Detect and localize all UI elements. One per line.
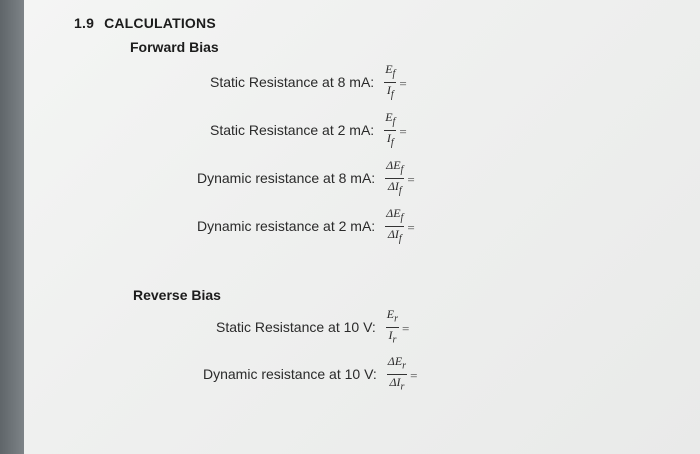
equals-sign: =: [399, 124, 407, 139]
fraction: [386, 308, 399, 346]
equals-sign: =: [399, 76, 407, 91]
equals-sign: =: [407, 220, 415, 235]
page-shadow-edge: [0, 0, 24, 454]
fraction: [385, 159, 404, 197]
formula-label: Dynamic resistance at 8 mA:: [197, 170, 376, 186]
section-number: 1.9: [74, 15, 95, 31]
formula-row: [203, 354, 417, 394]
formula-label: Dynamic resistance at 10 V:: [203, 366, 377, 382]
equals-sign: =: [410, 368, 418, 383]
formula-row: [216, 307, 409, 347]
fraction: [384, 63, 396, 101]
fraction-denominator: $I_f$: [386, 130, 394, 148]
fraction-denominator: $I_f$: [386, 82, 394, 100]
equals-sign: =: [402, 321, 410, 336]
equals-sign: =: [407, 172, 415, 187]
formula-row: [210, 62, 407, 102]
section-heading: [74, 15, 216, 31]
fraction-numerator: $E_f$: [384, 111, 396, 130]
formula-label: Dynamic resistance at 2 mA:: [197, 218, 376, 234]
formula-row: [197, 206, 415, 246]
fraction-numerator: $E_f$: [384, 63, 396, 82]
section-title: CALCULATIONS: [104, 15, 216, 31]
fraction: [387, 355, 407, 393]
fraction-numerator: $\Delta E_f$: [385, 207, 404, 226]
fraction-denominator: $\Delta I_f$: [387, 226, 402, 244]
fraction: [385, 207, 404, 245]
formula-row: [210, 110, 407, 150]
fraction-numerator: $\Delta E_f$: [385, 159, 404, 178]
reverse-bias-heading: Reverse Bias: [133, 287, 221, 303]
formula-row: [197, 158, 415, 198]
formula-label: Static Resistance at 8 mA:: [210, 74, 375, 90]
fraction-denominator: $\Delta I_f$: [387, 178, 402, 196]
forward-bias-heading: Forward Bias: [130, 39, 219, 55]
fraction-denominator: $I_r$: [388, 327, 397, 345]
fraction-denominator: $\Delta I_r$: [389, 374, 405, 392]
fraction-numerator: $E_r$: [386, 308, 399, 327]
fraction-numerator: $\Delta E_r$: [387, 355, 407, 374]
formula-label: Static Resistance at 10 V:: [216, 319, 376, 335]
fraction: [384, 111, 396, 149]
formula-label: Static Resistance at 2 mA:: [210, 122, 375, 138]
